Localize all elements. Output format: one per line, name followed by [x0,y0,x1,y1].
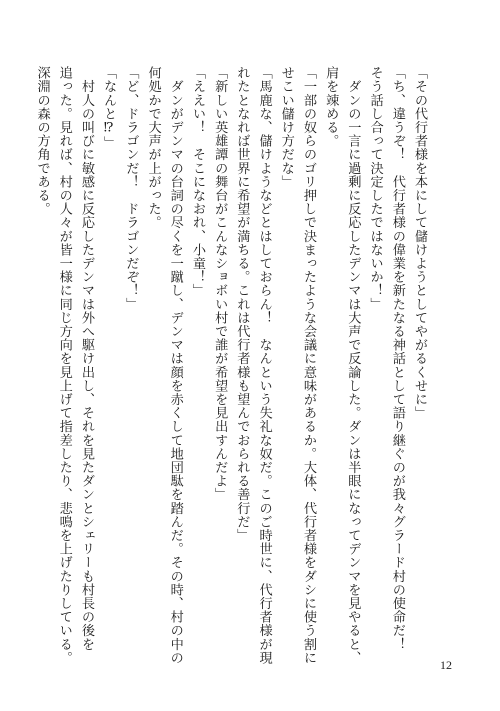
text-line: せこい儲け方だな」 [278,66,294,189]
text-line: ダンがデンマの台詞の尽くを一蹴し、デンマは顔を赤くして地団駄を踏んだ。その時、村の中の [167,66,183,665]
text-line: 追った。見れば、村の人々が皆一様に同じ方向を見上げて指差したり、悲鳴を上げたりしている。 [56,66,72,665]
text-line: 村人の叫びに敏感に反応したデンマは外へ駆け出し、それを見たダンとシェリーも村長の後を [78,66,94,651]
text-line: 「ええい！ そこになおれ、小童！」 [189,66,205,298]
vertical-text-body [34,66,430,665]
page-number: 12 [440,658,452,672]
text-line: 「一部の奴らのゴリ押しで決まったような会議に意味があるか。大体、代行者様をダシに使う割に [300,66,316,665]
text-line: れたとなれば世界に希望が満ちる。これは代行者様も望んでおられる善行だ」 [234,66,250,542]
text-line: 「新しい英雄譚の舞台がこんなショボい村で誰が希望を見出すんだよ」 [212,66,228,502]
text-line: 「その代行者様を本にして儲けようとしてやがるくせに」 [412,66,427,420]
text-line: 「馬鹿な、儲けようなどとはしておらん！ なんという失礼な奴だ。このご時世に、代行者様が現 [256,66,272,665]
text-line: ダンの一言に過剰に反応したデンマは大声で反論した。ダンは半眼になってデンマを見やると、 [345,66,361,665]
text-line: そう話し合って決定したではないか！」 [367,66,383,311]
text-line: 「ち、違うぞ！ 代行者様の偉業を新たなる神話として語り継ぐのが我々グラード村の使命だ！ [389,66,405,651]
text-line: 肩を竦める。 [323,66,339,148]
text-line: 「ど、ドラゴンだ！ ドラゴンだぞ！」 [123,66,139,311]
text-line: 深淵の森の方角である。 [34,66,50,216]
text-line: 何処かで大声が上がった。 [145,66,161,230]
text-line: 「なんと⁉」 [101,66,117,150]
